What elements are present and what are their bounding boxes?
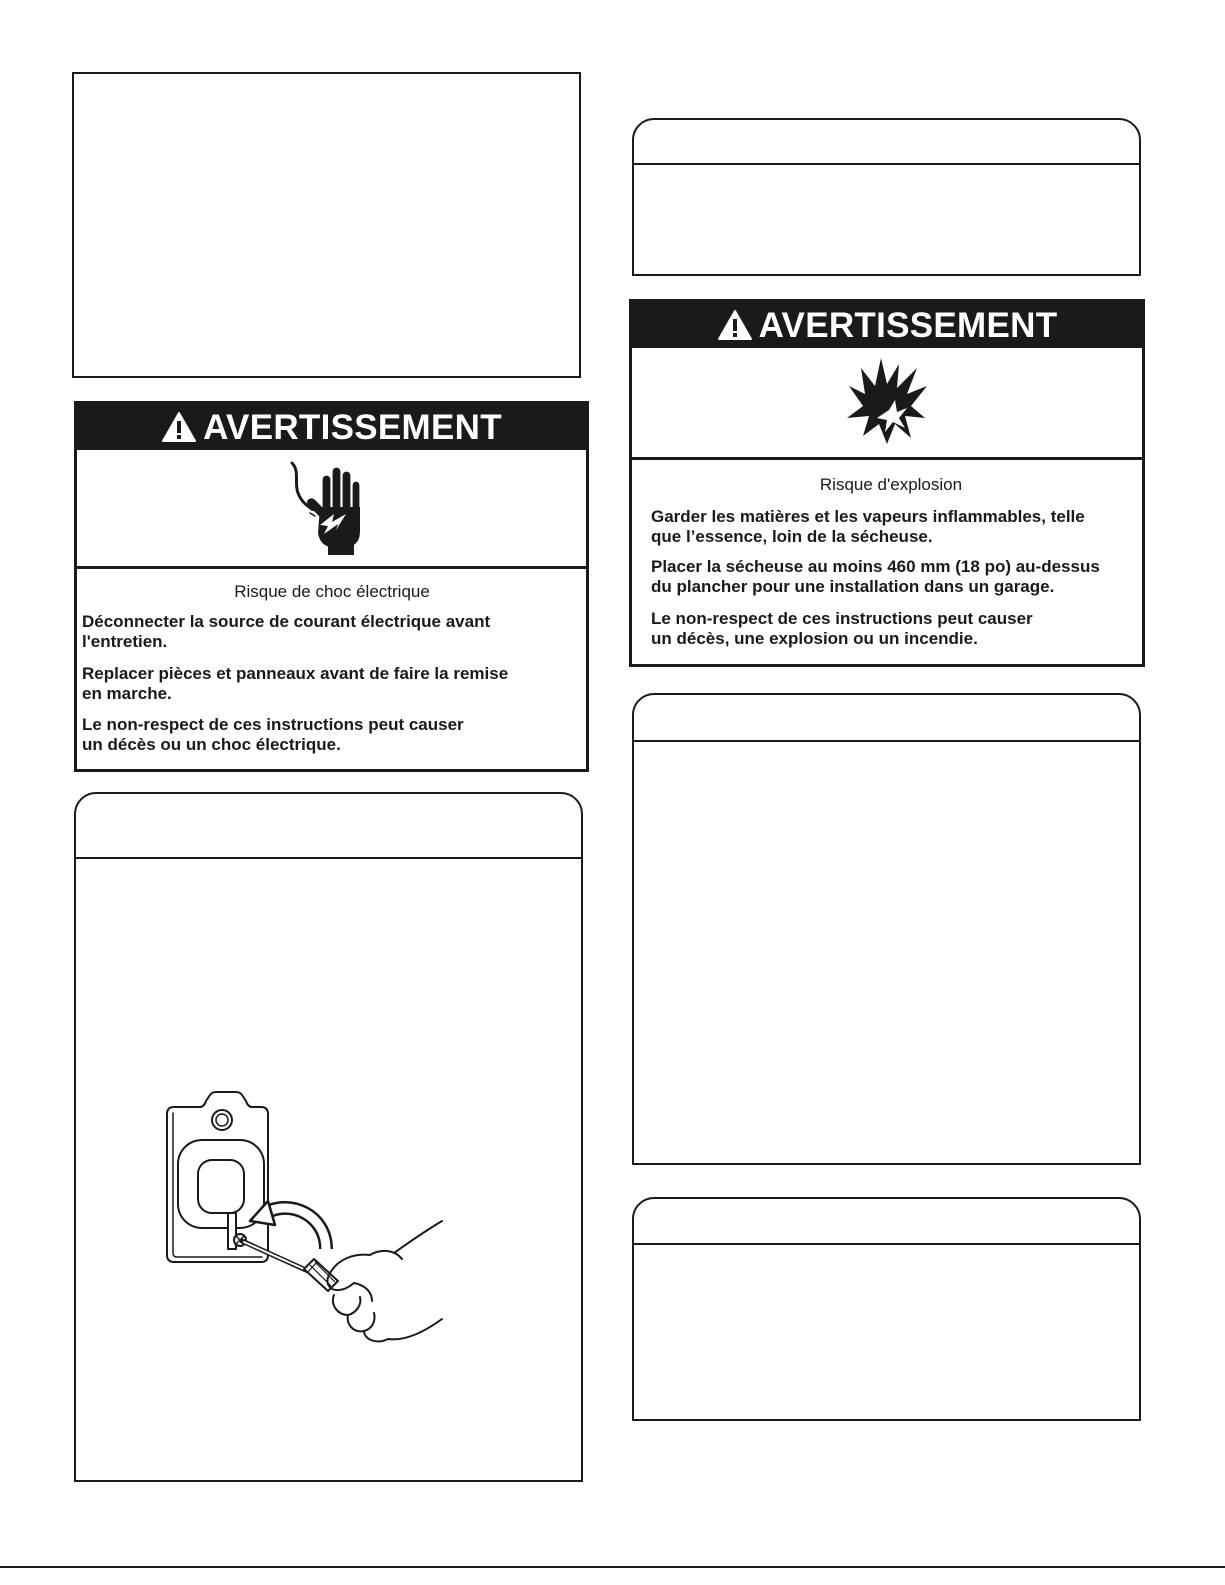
section-box xyxy=(632,118,1141,276)
explosion-icon xyxy=(843,358,931,446)
electric-warning-text xyxy=(82,582,582,755)
warning-divider xyxy=(632,457,1142,460)
risk-title: Risque de choc électrique xyxy=(234,582,430,601)
warning-header-title: AVERTISSEMENT xyxy=(758,305,1058,345)
warning-header xyxy=(632,302,1142,348)
warning-paragraph xyxy=(82,715,582,755)
warning-paragraph xyxy=(651,609,1131,649)
section-header-rule xyxy=(634,740,1139,742)
text-line: Garder les matières et les vapeurs inflammables, telle xyxy=(651,507,1085,526)
text-line: Le non-respect de ces instructions peut causer xyxy=(651,609,1033,628)
text-line: Replacer pièces et panneaux avant de faire la remise xyxy=(82,664,509,683)
risk-title: Risque d'explosion xyxy=(819,475,963,494)
outlet-cover-screwdriver-illustration xyxy=(158,1083,448,1351)
text-line: Déconnecter la source de courant électrique avant xyxy=(82,612,491,631)
text-line: un décès ou un choc électrique. xyxy=(82,735,341,754)
text-line: Le non-respect de ces instructions peut causer xyxy=(82,715,464,734)
page-bottom-rule xyxy=(0,1566,1225,1568)
warning-header xyxy=(77,404,586,450)
section-header-rule xyxy=(634,163,1139,165)
warning-triangle-icon xyxy=(161,411,197,443)
warning-paragraph xyxy=(82,664,582,704)
section-header-rule xyxy=(76,857,581,859)
warning-paragraph xyxy=(651,557,1131,597)
empty-text-box xyxy=(72,72,581,378)
explosion-warning-text xyxy=(651,475,1131,649)
text-line: Placer la sécheuse au moins 460 mm (18 po) au-dessus xyxy=(651,557,1100,576)
warning-header-title: AVERTISSEMENT xyxy=(203,407,502,447)
section-box xyxy=(632,1197,1141,1421)
text-line: l'entretien. xyxy=(82,632,168,651)
warning-triangle-icon xyxy=(717,309,753,341)
warning-divider xyxy=(77,566,586,569)
text-line: un décès, une explosion ou un incendie. xyxy=(651,629,978,648)
text-line: en marche. xyxy=(82,684,172,703)
warning-paragraph xyxy=(651,507,1131,547)
text-line: que l’essence, loin de la sécheuse. xyxy=(651,527,933,546)
section-box xyxy=(632,693,1141,1165)
warning-paragraph xyxy=(82,612,582,652)
electric-shock-hand-icon xyxy=(284,461,366,555)
section-header-rule xyxy=(634,1243,1139,1245)
text-line: du plancher pour une installation dans un garage. xyxy=(651,577,1055,596)
